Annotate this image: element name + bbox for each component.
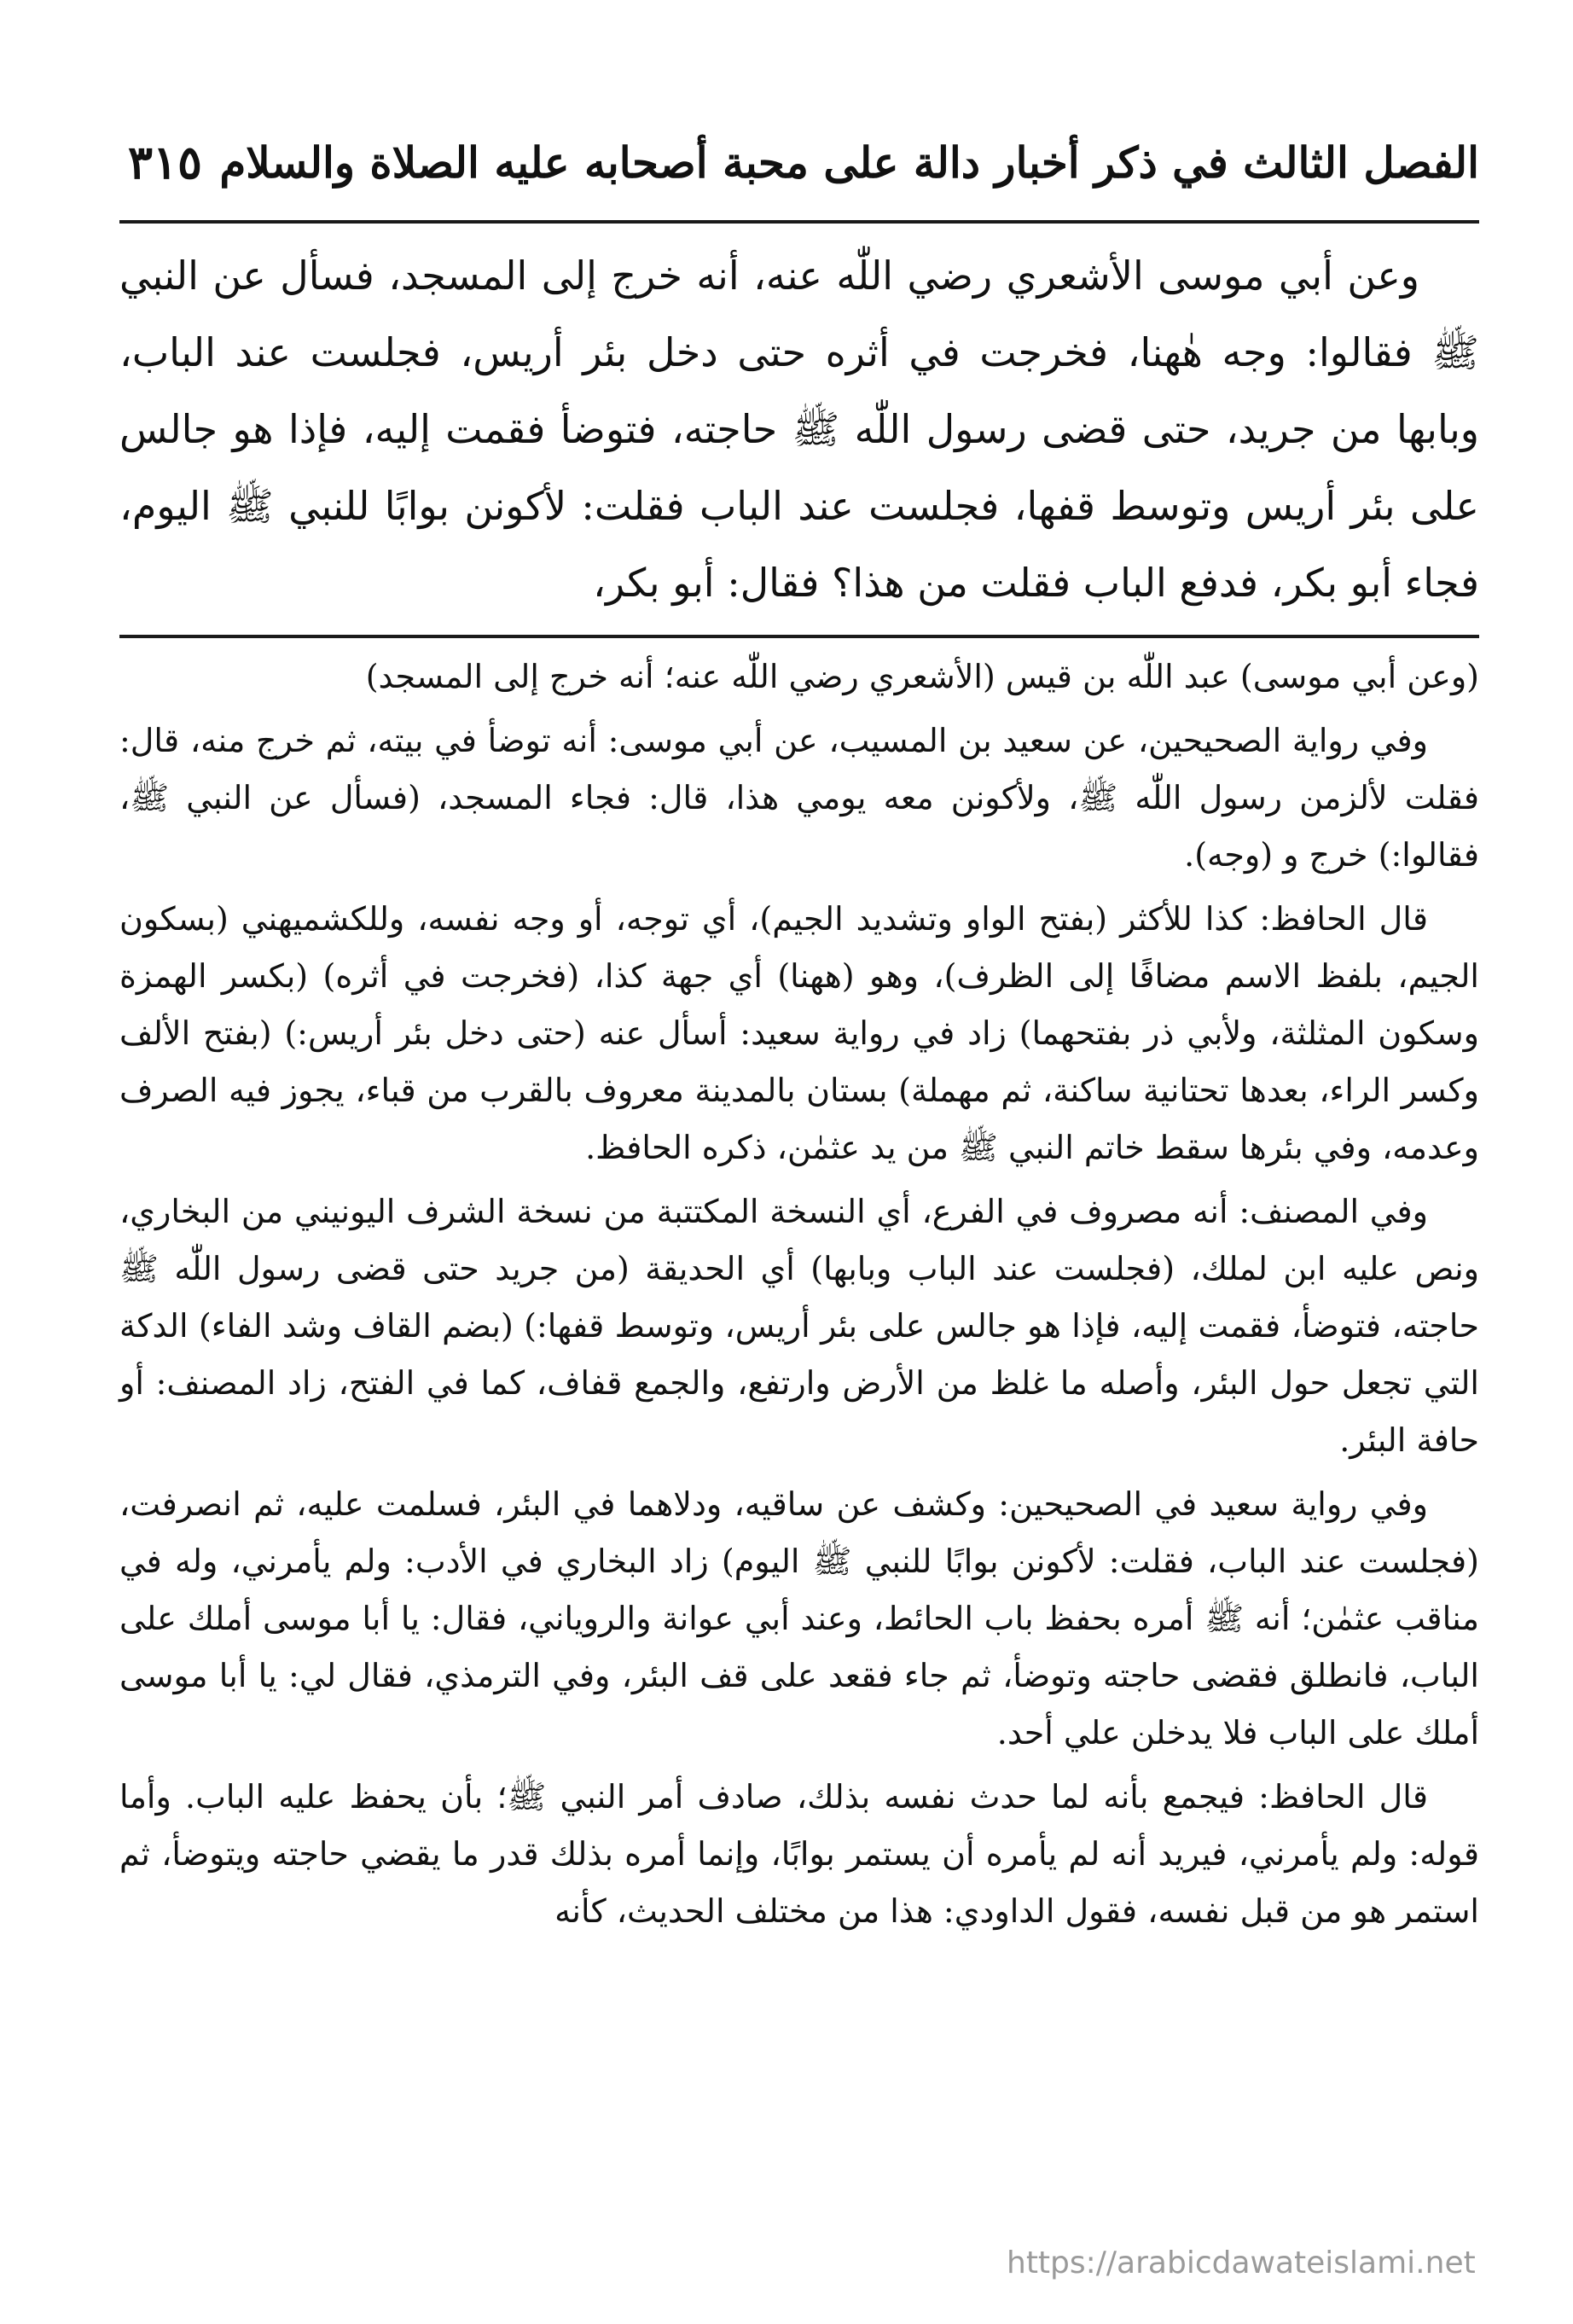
commentary-paragraph-3: قال الحافظ: كذا للأكثر (بفتح الواو وتشديد الجيم)، أي توجه، أو وجه نفسه، وللكشميهني (بسكون الجيم، بلفظ الاسم مضافًا إلى الظرف)، وهو (ههنا) أي جهة كذا، (فخرجت في أثره) (بكسر الهمزة وسكون المثلثة، ولأبي ذر بفتحهما) زاد في رواية سعيد: أسأل عنه (حتى دخل بئر أريس:) (بفتح الألف وكسر الراء، بعدها تحتانية ساكنة، ثم مهملة) بستان بالمدينة معروف بالقرب من قباء، يجوز فيه الصرف وعدمه، وفي بئرها سقط خاتم النبي ﷺ من يد عثمٰن، ذكره الحافظ. — [119, 900, 1479, 1166]
hadith-paragraph: وعن أبي موسى الأشعري رضي اللّٰه عنه، أنه خرج إلى المسجد، فسأل عن النبي ﷺ فقالوا: وجه هٰهنا، فخرجت في أثره حتى دخل بئر أريس، فجلست عند الباب، وبابها من جريد، حتى قضى رسول اللّٰه ﷺ حاجته، فتوضأ فقمت إليه، فإذا هو جالس على بئر أريس وتوسط قفها، فجلست عند الباب فقلت: لأكونن بوابًا للنبي ﷺ اليوم، فجاء أبو بكر، فدفع الباب فقلت من هذا؟ فقال: أبو بكر، — [119, 253, 1479, 606]
commentary-paragraph-2: وفي رواية الصحيحين، عن سعيد بن المسيب، عن أبي موسى: أنه توضأ في بيته، ثم خرج منه، قال: فقلت لألزمن رسول اللّٰه ﷺ، ولأكونن معه يومي هذا، قال: فجاء المسجد، (فسأل عن النبي ﷺ، فقالوا:) خرج و (وجه). — [119, 722, 1479, 874]
text-commentary-divider — [119, 635, 1479, 638]
commentary-paragraph-1: (وعن أبي موسى) عبد اللّٰه بن قيس (الأشعري رضي اللّٰه عنه؛ أنه خرج إلى المسجد) — [365, 658, 1479, 695]
page-number: ٣١٥ — [128, 135, 203, 189]
chapter-title: الفصل الثالث في ذكر أخبار دالة على محبة أصحابه عليه الصلاة والسلام — [219, 137, 1479, 188]
commentary-paragraph-4: وفي المصنف: أنه مصروف في الفرع، أي النسخة المكتتبة من نسخة الشرف اليونيني من البخاري، ونص عليه ابن لملك، (فجلست عند الباب وبابها) أي الحديقة (من جريد حتى قضى رسول اللّٰه ﷺ حاجته، فتوضأ، فقمت إليه، فإذا هو جالس على بئر أريس، وتوسط قفها:) (بضم القاف وشد الفاء) الدكة التي تجعل حول البئر، وأصله ما غلظ من الأرض وارتفع، والجمع قفاف، كما في الفتح، زاد المصنف: أو حافة البئر. — [119, 1193, 1479, 1459]
hadith-text — [119, 237, 1479, 621]
commentary-section — [119, 648, 1479, 1947]
page-header — [128, 111, 1479, 213]
commentary-paragraph-6: قال الحافظ: فيجمع بأنه لما حدث نفسه بذلك، صادف أمر النبي ﷺ؛ بأن يحفظ عليه الباب. وأما قوله: ولم يأمرني، فيريد أنه لم يأمره أن يستمر بوابًا، وإنما أمره بذلك قدر ما يقضي حاجته ويتوضأ، ثم استمر هو من قبل نفسه، فقول الداودي: هذا من مختلف الحديث، كأنه — [119, 1778, 1479, 1930]
source-watermark: https://arabicdawateislami.net — [1007, 2246, 1476, 2280]
header-divider — [119, 220, 1479, 224]
commentary-paragraph-5: وفي رواية سعيد في الصحيحين: وكشف عن ساقيه، ودلاهما في البئر، فسلمت عليه، ثم انصرفت، (فجلست عند الباب، فقلت: لأكونن بوابًا للنبي ﷺ اليوم) زاد البخاري في الأدب: ولم يأمرني، وله في مناقب عثمٰن؛ أنه ﷺ أمره بحفظ باب الحائط، وعند أبي عوانة والروياني، فقال: يا أبا موسى أملك على الباب، فانطلق فقضى حاجته وتوضأ، ثم جاء فقعد على قف البئر، وفي الترمذي، فقال لي: يا أبا موسى أملك على الباب فلا يدخلن علي أحد. — [119, 1485, 1479, 1752]
